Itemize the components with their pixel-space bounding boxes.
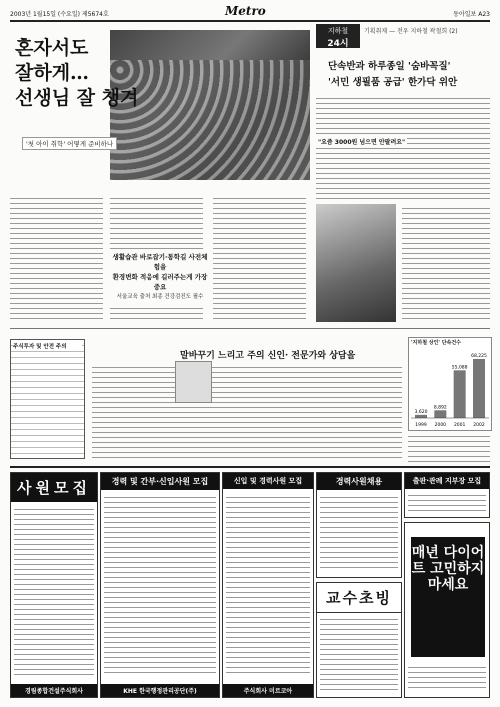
chart-category-label: 2002 bbox=[473, 423, 485, 428]
ad-career-hiring bbox=[316, 472, 402, 578]
issue-date: 2003년 1월15일 (수요일) 제5674호 bbox=[10, 11, 109, 18]
illustration bbox=[175, 361, 212, 403]
text-column bbox=[213, 194, 306, 321]
inset-byline: 서울교육 출처 최종 건강검진도 필수 bbox=[116, 294, 204, 300]
ad-diet-headline: 매년 다이어트 고민하지 마세요 bbox=[411, 537, 485, 657]
right-headline-2: '서민 생필품 공급' 한가닥 위안 bbox=[328, 77, 458, 88]
ad-body bbox=[408, 491, 486, 513]
chart-title: '지하철 상인' 단속건수 bbox=[411, 340, 462, 346]
text-column bbox=[10, 194, 103, 321]
right-headline-1: 단속반과 하루종일 '숨바꼭질' bbox=[328, 61, 451, 72]
ad-recruitment-2 bbox=[100, 472, 220, 698]
chart-category-label: 1999 bbox=[415, 423, 427, 428]
masthead bbox=[10, 6, 490, 22]
ad-body bbox=[226, 493, 310, 677]
notice-title: 주식투자 및 안전 주의 bbox=[13, 342, 82, 350]
right-article bbox=[316, 24, 490, 324]
inset-heading-2: 환경변화 적응에 길러주는게 가장중요 bbox=[112, 273, 208, 291]
ad-diet bbox=[404, 522, 490, 698]
classified-ads bbox=[10, 466, 490, 700]
ad-body bbox=[320, 493, 398, 571]
chart-value-label: 8,892 bbox=[433, 405, 447, 411]
ad-body bbox=[320, 615, 398, 691]
chart-bar bbox=[473, 359, 485, 418]
headline-line: 잘하게… bbox=[15, 62, 90, 84]
main-subhead: '첫 아이 취학' 어떻게 준비하나 bbox=[22, 137, 117, 150]
headline-line: 혼자서도 bbox=[15, 37, 89, 59]
ad-branch-manager bbox=[404, 472, 490, 518]
logo-line1: 지하철 bbox=[327, 27, 349, 35]
chart-value-label: 55,088 bbox=[451, 365, 468, 371]
right-subhead: "요즘 3000원 넘으면 안팔려요" bbox=[316, 136, 407, 147]
ad-recruitment bbox=[10, 472, 98, 698]
vendor-photo bbox=[316, 204, 396, 322]
ad-footer: 경림종합건설주식회사 bbox=[11, 684, 97, 697]
chart-caption-text bbox=[408, 432, 490, 462]
chart-value-label: 3,620 bbox=[414, 409, 428, 415]
band-headline: 말바꾸기 느리고 주의 신인· 전문가와 상담을 bbox=[180, 351, 356, 361]
ad-professor bbox=[316, 582, 402, 698]
ad-title: 경력 및 간부·신입사원 모집 bbox=[101, 473, 219, 490]
ad-title: 경력사원채용 bbox=[317, 473, 401, 490]
notice-box bbox=[10, 339, 85, 459]
headline-line: 선생님 잘 챙겨 bbox=[15, 87, 139, 109]
chart-bar bbox=[454, 370, 466, 418]
ad-body bbox=[408, 663, 486, 691]
logo-line2: 24시 bbox=[327, 39, 349, 49]
inset-heading bbox=[110, 250, 210, 304]
main-article bbox=[10, 24, 310, 324]
ad-title: 신입 및 경력사원 모집 bbox=[223, 473, 313, 489]
chart-value-label: 68,225 bbox=[471, 353, 487, 359]
inset-heading-1: 생활습관 바로잡기·통학길 사전체험을 bbox=[112, 253, 208, 271]
page-number: 동아일보 A23 bbox=[453, 11, 490, 18]
ad-title: 출판·관례 지부장 모집 bbox=[405, 473, 489, 489]
series-kicker: 기획취재 — 전우 지하철 곽철희 (2) bbox=[364, 28, 458, 35]
ad-body bbox=[14, 505, 94, 677]
ad-title: 교수초빙 bbox=[317, 583, 401, 613]
ad-footer: KHE 한국행정관리공단(주) bbox=[101, 684, 219, 697]
chart-svg bbox=[409, 346, 491, 430]
main-headline bbox=[15, 36, 165, 111]
ad-recruitment-3 bbox=[222, 472, 314, 698]
bar-chart bbox=[408, 337, 492, 431]
ad-title: 사원모집 bbox=[11, 473, 97, 502]
ad-footer: 주식회사 미르코아 bbox=[223, 684, 313, 697]
chart-category-label: 2001 bbox=[453, 423, 466, 428]
section-title: Metro bbox=[225, 4, 266, 18]
middle-band bbox=[10, 328, 490, 465]
chart-bar bbox=[415, 415, 427, 418]
chart-category-label: 2000 bbox=[434, 423, 447, 428]
series-logo bbox=[316, 24, 360, 48]
band-body bbox=[92, 363, 402, 461]
ad-body bbox=[104, 493, 216, 677]
article-body bbox=[10, 194, 310, 321]
right-body-2 bbox=[402, 204, 490, 322]
chart-bar bbox=[434, 410, 446, 418]
